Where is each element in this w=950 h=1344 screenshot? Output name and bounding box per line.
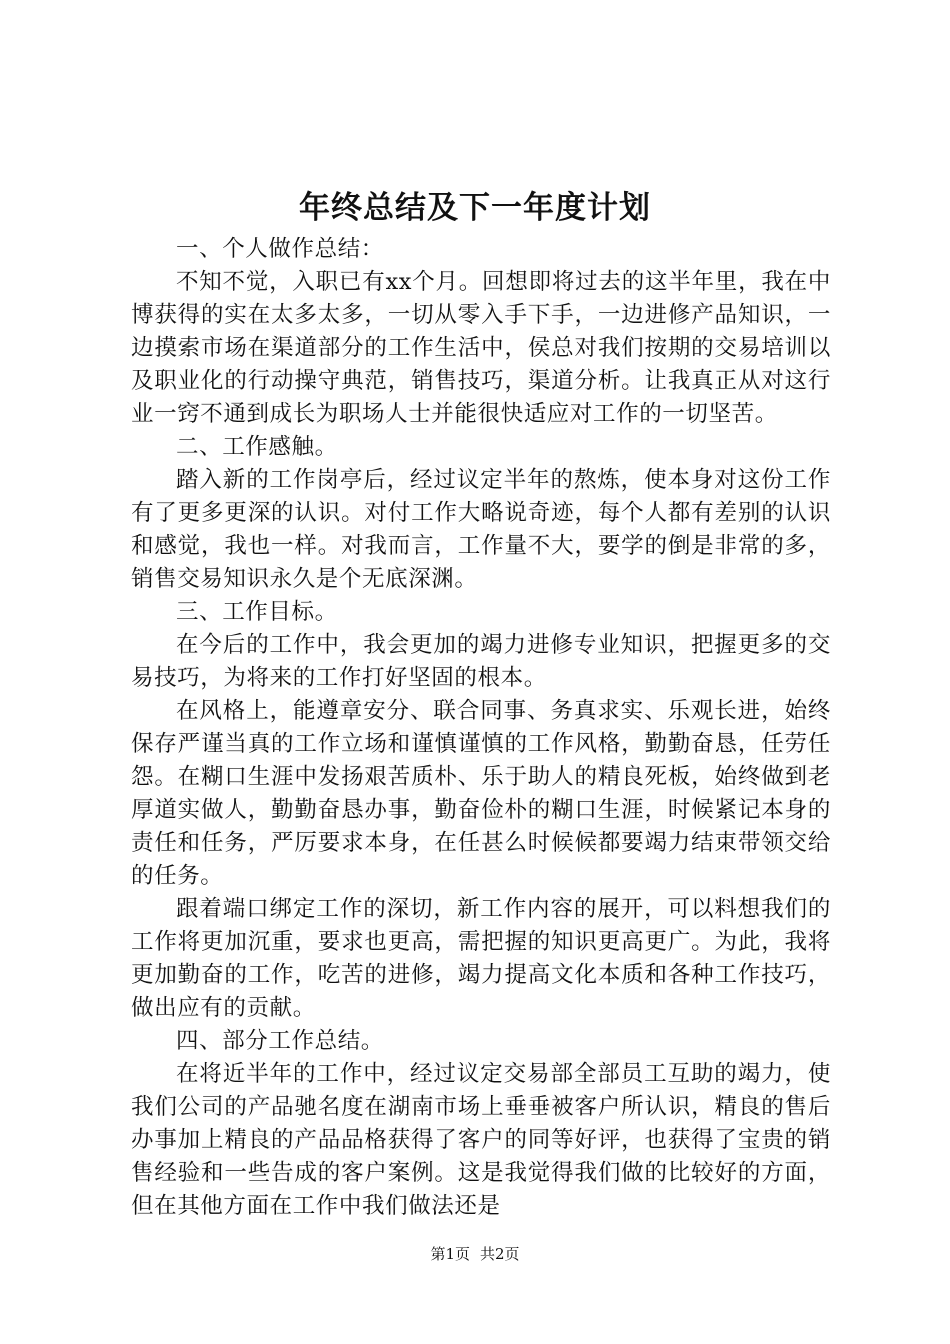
- document-body: [131, 233, 831, 1223]
- section-heading-2: 二、工作感触。: [176, 434, 338, 460]
- paragraph: 在将近半年的工作中，经过议定交易部全部员工互助的竭力，使我们公司的产品驰名度在湖南市场上垂垂被客户所认识，精良的售后办事加上精良的产品品格获得了客户的同等好评，也获得了宝贵的销售经验和一些告成的客户案例。这是我觉得我们做的比较好的方面，但在其他方面在工作中我们做法还是: [131, 1061, 831, 1219]
- page-total: 共2页: [480, 1245, 520, 1263]
- paragraph: 在风格上，能遵章安分、联合同事、务真求实、乐观长进，始终保存严谨当真的工作立场和谨慎谨慎的工作风格，勤勤奋恳，任劳任怨。在糊口生涯中发扬艰苦质朴、乐于助人的精良死板，始终做到老厚道实做人，勤勤奋恳办事，勤奋俭朴的糊口生涯，时候紧记本身的责任和任务，严厉要求本身，在任甚么时候候都要竭力结束带领交给的任务。: [131, 698, 831, 889]
- section-heading-4: 四、部分工作总结。: [176, 1028, 384, 1054]
- page-number: 第1页: [430, 1245, 470, 1263]
- page-footer: [0, 1243, 950, 1265]
- paragraph: 不知不觉，入职已有xx个月。回想即将过去的这半年里，我在中博获得的实在太多太多，一切从零入手下手，一边进修产品知识，一边摸索市场在渠道部分的工作生活中，侯总对我们按期的交易培训以及职业化的行动操守典范，销售技巧，渠道分析。让我真正从对这行业一窍不通到成长为职场人士并能很快适应对工作的一切坚苦。: [131, 269, 831, 427]
- paragraph: 在今后的工作中，我会更加的竭力进修专业知识，把握更多的交易技巧，为将来的工作打好坚固的根本。: [131, 632, 831, 691]
- section-heading-3: 三、工作目标。: [176, 599, 338, 625]
- paragraph: 跟着端口绑定工作的深切，新工作内容的展开，可以料想我们的工作将更加沉重，要求也更高，需把握的知识更高更广。为此，我将更加勤奋的工作，吃苦的进修，竭力提高文化本质和各种工作技巧，做出应有的贡献。: [131, 896, 831, 1021]
- document-title: 年终总结及下一年度计划: [299, 190, 651, 226]
- section-heading-1: 一、个人做作总结：: [176, 236, 384, 262]
- paragraph: 踏入新的工作岗亭后，经过议定半年的熬炼，使本身对这份工作有了更多更深的认识。对付工作大略说奇迹，每个人都有差别的认识和感觉，我也一样。对我而言，工作量不大，要学的倒是非常的多，销售交易知识永久是个无底深渊。: [131, 467, 831, 592]
